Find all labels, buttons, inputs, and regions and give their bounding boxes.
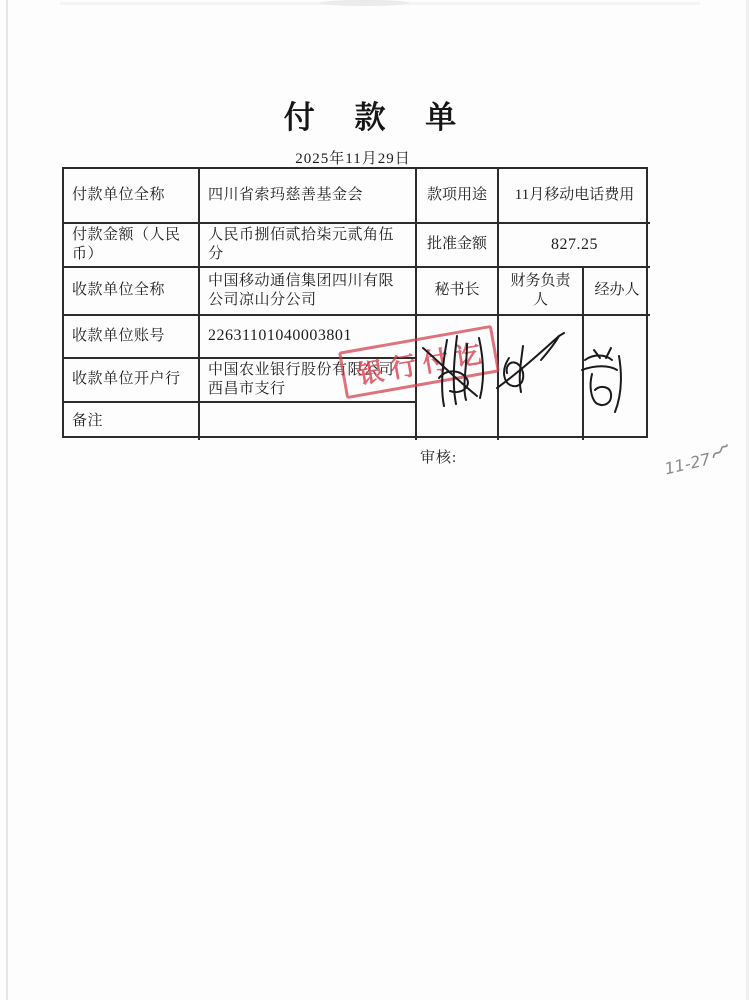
payee-name-label: 收款单位全称 (64, 268, 200, 316)
handler-signature-cell (584, 316, 650, 440)
amount-words-value: 人民币捌佰贰拾柒元贰角伍分 (200, 224, 417, 268)
remarks-label: 备注 (64, 403, 200, 440)
finance-signature-cell (499, 316, 584, 440)
remarks-value (200, 403, 417, 440)
handwritten-note-text: 11-27 (662, 449, 713, 479)
review-label: 审核: (420, 450, 458, 466)
payee-account-value: 22631101040003801 (200, 316, 417, 359)
handwritten-note (663, 445, 733, 479)
secretary-general-header: 秘书长 (417, 268, 499, 316)
payer-name-value: 四川省索玛慈善基金会 (200, 169, 417, 224)
payee-bank-value: 中国农业银行股份有限公司西昌市支行 (200, 359, 417, 403)
page-title: 付 款 单 (283, 100, 459, 135)
payer-name-label: 付款单位全称 (64, 169, 200, 224)
purpose-value: 11月移动电话费用 (499, 169, 650, 224)
amount-words-label: 付款金额（人民币） (64, 224, 200, 268)
payee-account-label: 收款单位账号 (64, 316, 200, 359)
approved-amount-value: 827.25 (499, 224, 650, 268)
purpose-label: 款项用途 (417, 169, 499, 224)
bank-paid-stamp: 银行付讫 (338, 325, 500, 399)
payee-bank-label: 收款单位开户行 (64, 359, 200, 403)
payee-name-value: 中国移动通信集团四川有限公司凉山分公司 (200, 268, 417, 316)
scan-smudge-artifact-2 (60, 2, 700, 5)
scan-edge-artifact-right (746, 0, 749, 1000)
handler-header: 经办人 (584, 268, 650, 316)
document-date: 2025年11月29日 (295, 151, 411, 167)
finance-manager-header: 财务负责人 (499, 268, 584, 316)
approved-amount-label: 批准金额 (417, 224, 499, 268)
pencil-flourish-icon (709, 443, 732, 463)
